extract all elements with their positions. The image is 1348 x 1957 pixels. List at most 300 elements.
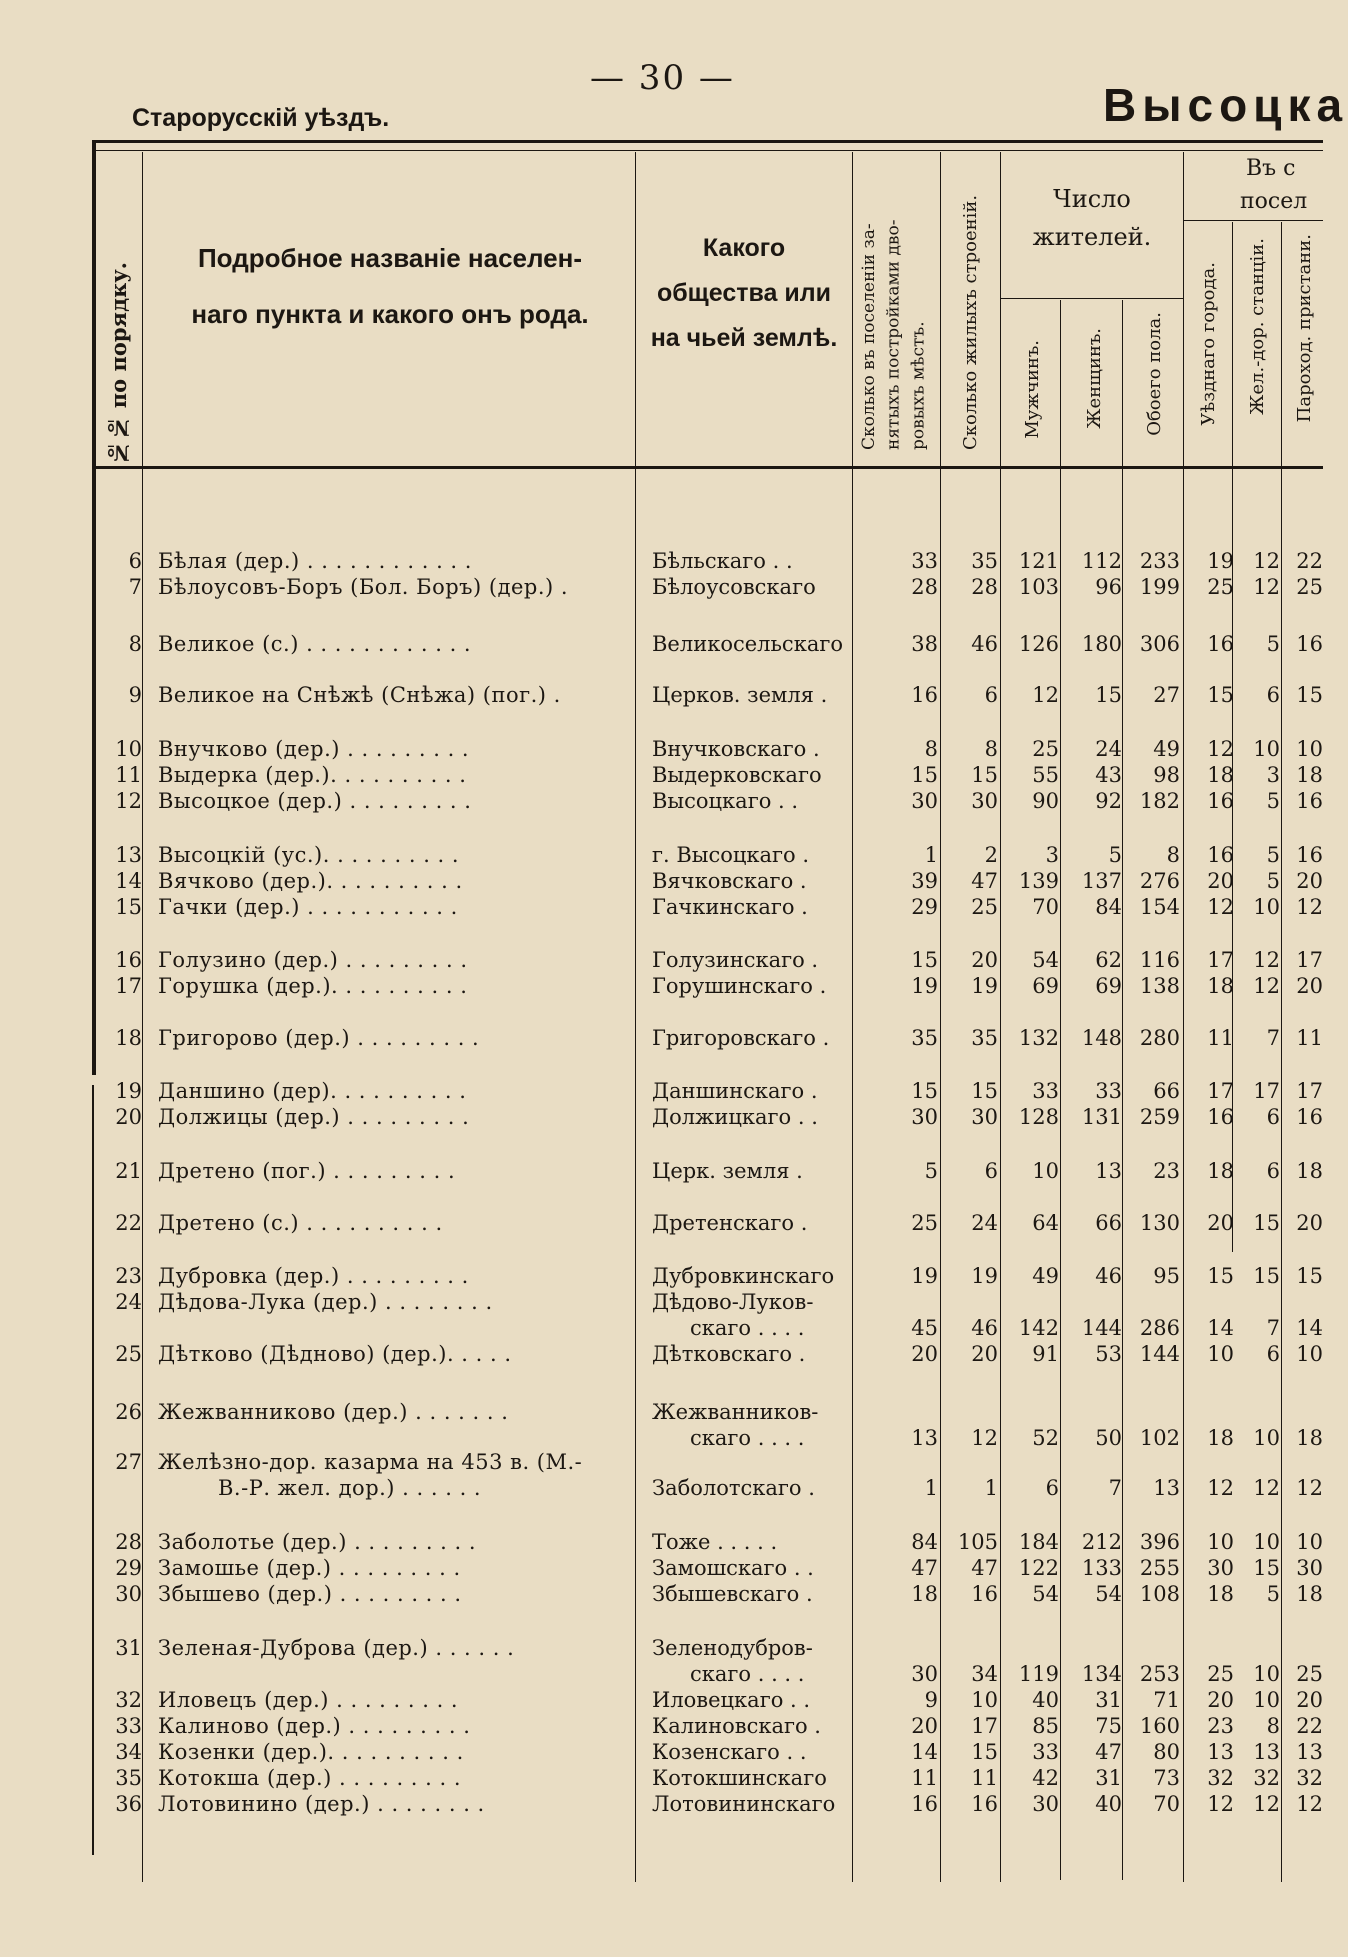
men-value: 132 [1018, 1026, 1059, 1050]
table-row [0, 1105, 1323, 1131]
row-number: 22 [115, 1211, 142, 1235]
settlement-name: Высоцкій (ус.). . . . . . . . . . [158, 843, 460, 867]
plots-value: 15 [911, 948, 938, 972]
table-row [0, 948, 1323, 974]
society-name: Калиновскаго . [652, 1714, 821, 1738]
col-divider [635, 152, 636, 1882]
header-both: Обоего пола. [1144, 312, 1165, 436]
town-distance: 18 [1207, 1159, 1234, 1183]
pier-distance: 20 [1296, 974, 1323, 998]
both-value: 396 [1139, 1530, 1180, 1554]
women-value: 148 [1081, 1026, 1122, 1050]
men-value: 54 [1032, 948, 1059, 972]
row-number: 24 [115, 1290, 142, 1314]
table-row [0, 632, 1323, 658]
pier-distance: 17 [1296, 948, 1323, 972]
pier-distance: 11 [1296, 1026, 1323, 1050]
rail-distance: 6 [1266, 1342, 1280, 1366]
women-value: 66 [1095, 1211, 1122, 1235]
society-name: Великосельскаго [652, 632, 843, 656]
buildings-value: 15 [971, 1079, 998, 1103]
table-row [0, 1582, 1323, 1608]
pier-distance: 25 [1296, 1662, 1323, 1686]
settlement-name: Жежванниково (дер.) . . . . . . . [158, 1400, 509, 1424]
header-plots-line: Сколько въ поселеніи за- [859, 223, 879, 450]
header-in-group-line: посел [1240, 189, 1308, 214]
row-number: 28 [115, 1530, 142, 1554]
buildings-value: 12 [971, 1426, 998, 1450]
row-number: 18 [115, 1026, 142, 1050]
rail-distance: 10 [1253, 895, 1280, 919]
table-row [0, 549, 1323, 575]
both-value: 8 [1166, 843, 1180, 867]
both-value: 116 [1139, 948, 1180, 972]
pier-distance: 18 [1296, 763, 1323, 787]
women-value: 53 [1095, 1342, 1122, 1366]
table-row [0, 1714, 1323, 1740]
town-distance: 19 [1207, 549, 1234, 573]
pier-distance: 32 [1296, 1766, 1323, 1790]
pier-distance: 16 [1296, 632, 1323, 656]
rail-distance: 15 [1253, 1556, 1280, 1580]
plots-value: 39 [911, 869, 938, 893]
header-name-line: Подробное названіе населен- [197, 243, 583, 273]
both-value: 199 [1139, 575, 1180, 599]
town-distance: 12 [1207, 737, 1234, 761]
both-value: 138 [1139, 974, 1180, 998]
women-value: 40 [1095, 1792, 1122, 1816]
rail-distance: 15 [1253, 1211, 1280, 1235]
header-society-line: общества или [656, 279, 832, 307]
settlement-name: Великое на Снѣжѣ (Снѣжа) (пог.) . [158, 683, 561, 707]
row-number: 16 [115, 948, 142, 972]
town-distance: 32 [1207, 1766, 1234, 1790]
pier-distance: 20 [1296, 1688, 1323, 1712]
buildings-value: 24 [971, 1211, 998, 1235]
row-number: 36 [115, 1792, 142, 1816]
society-name: Должицкаго . . [652, 1105, 818, 1129]
plots-value: 15 [911, 763, 938, 787]
header-name [150, 240, 630, 333]
both-value: 130 [1139, 1211, 1180, 1235]
pier-distance: 22 [1296, 549, 1323, 573]
district-title: Старорусскій уѣздъ. [132, 104, 390, 132]
pier-distance: 15 [1296, 1264, 1323, 1288]
both-value: 70 [1153, 1792, 1180, 1816]
women-value: 131 [1081, 1105, 1122, 1129]
society-name: Церков. земля . [652, 683, 828, 707]
town-distance: 16 [1207, 1105, 1234, 1129]
settlement-name: Высоцкое (дер.) . . . . . . . . . [158, 789, 472, 813]
settlement-name: Выдерка (дер.). . . . . . . . . . [158, 763, 467, 787]
plots-value: 45 [911, 1316, 938, 1340]
rail-distance: 6 [1266, 683, 1280, 707]
plots-value: 19 [911, 974, 938, 998]
pier-distance: 12 [1296, 1476, 1323, 1500]
men-value: 12 [1032, 683, 1059, 707]
town-distance: 17 [1207, 948, 1234, 972]
plots-value: 33 [911, 549, 938, 573]
header-women: Женщинъ. [1084, 328, 1105, 429]
town-distance: 25 [1207, 575, 1234, 599]
rail-distance: 10 [1253, 1688, 1280, 1712]
men-value: 126 [1018, 632, 1059, 656]
town-distance: 25 [1207, 1662, 1234, 1686]
society-name: Лотовининскаго [652, 1792, 836, 1816]
col-divider [852, 152, 853, 1882]
society-name: Дубровкинскаго [652, 1264, 835, 1288]
rail-distance: 3 [1266, 763, 1280, 787]
society-name: Дретенскаго . [652, 1211, 808, 1235]
rail-distance: 12 [1253, 948, 1280, 972]
table-row [0, 869, 1323, 895]
men-value: 64 [1032, 1211, 1059, 1235]
left-border [92, 140, 96, 1075]
town-distance: 12 [1207, 1476, 1234, 1500]
col-divider [1281, 222, 1282, 1882]
buildings-value: 15 [971, 1740, 998, 1764]
row-number: 20 [115, 1105, 142, 1129]
table-row [0, 789, 1323, 815]
rail-distance: 17 [1253, 1079, 1280, 1103]
header-in-group-line: Въ с [1246, 156, 1296, 181]
row-number: 8 [128, 632, 142, 656]
town-distance: 13 [1207, 1740, 1234, 1764]
plots-value: 35 [911, 1026, 938, 1050]
header-men: Мужчинъ. [1022, 340, 1043, 439]
pier-distance: 18 [1296, 1426, 1323, 1450]
header-society-line: Какого [702, 234, 786, 262]
women-value: 212 [1081, 1530, 1122, 1554]
row-number: 6 [128, 549, 142, 573]
pier-distance: 15 [1296, 683, 1323, 707]
row-number: 9 [128, 683, 142, 707]
pier-distance: 10 [1296, 1342, 1323, 1366]
row-number: 12 [115, 789, 142, 813]
plots-value: 20 [911, 1342, 938, 1366]
both-value: 102 [1139, 1426, 1180, 1450]
header-in-group [1240, 152, 1330, 218]
men-value: 6 [1045, 1476, 1059, 1500]
row-number: 34 [115, 1740, 142, 1764]
society-name: Церк. земля . [652, 1159, 803, 1183]
men-value: 49 [1032, 1264, 1059, 1288]
header-bottom-rule [92, 466, 1323, 469]
women-value: 15 [1095, 683, 1122, 707]
both-value: 23 [1153, 1159, 1180, 1183]
settlement-name: Даншино (дер). . . . . . . . . . [158, 1079, 467, 1103]
region-title: Высоцка [1103, 79, 1348, 131]
col-divider [142, 152, 143, 1882]
men-value: 52 [1032, 1426, 1059, 1450]
header-number: №№ по порядку. [106, 262, 131, 466]
plots-value: 38 [911, 632, 938, 656]
town-distance: 18 [1207, 1582, 1234, 1606]
men-value: 30 [1032, 1792, 1059, 1816]
rail-distance: 5 [1266, 632, 1280, 656]
settlement-name: Желѣзно-дор. казарма на 453 в. (М.- [158, 1450, 583, 1474]
table-row [0, 1530, 1323, 1556]
women-value: 69 [1095, 974, 1122, 998]
both-value: 255 [1139, 1556, 1180, 1580]
town-distance: 17 [1207, 1079, 1234, 1103]
society-name: Жежванников- [652, 1400, 819, 1424]
settlement-name: Калиново (дер.) . . . . . . . . . [158, 1714, 471, 1738]
row-number: 7 [128, 575, 142, 599]
women-value: 144 [1081, 1316, 1122, 1340]
buildings-value: 46 [971, 1316, 998, 1340]
both-value: 144 [1139, 1342, 1180, 1366]
buildings-value: 6 [984, 683, 998, 707]
row-number: 30 [115, 1582, 142, 1606]
buildings-value: 10 [971, 1688, 998, 1712]
women-value: 96 [1095, 575, 1122, 599]
table-row [0, 683, 1323, 709]
town-distance: 16 [1207, 632, 1234, 656]
plots-value: 47 [911, 1556, 938, 1580]
plots-value: 13 [911, 1426, 938, 1450]
women-value: 62 [1095, 948, 1122, 972]
table-row [0, 1264, 1323, 1290]
rail-distance: 7 [1266, 1026, 1280, 1050]
settlement-name: Бѣлая (дер.) . . . . . . . . . . . . [158, 549, 472, 573]
table-top-rule-thin [92, 150, 1323, 151]
plots-value: 5 [924, 1159, 938, 1183]
society-name: Дѣтковскаго . [652, 1342, 806, 1366]
buildings-value: 8 [984, 737, 998, 761]
town-distance: 10 [1207, 1342, 1234, 1366]
settlement-name: Заболотье (дер.) . . . . . . . . . [158, 1530, 477, 1554]
col-divider [1000, 152, 1001, 1882]
society-name: Дѣдово-Луков- [652, 1290, 814, 1314]
plots-value: 84 [911, 1530, 938, 1554]
settlement-name: Зеленая-Дуброва (дер.) . . . . . . [158, 1636, 515, 1660]
buildings-value: 2 [984, 843, 998, 867]
buildings-value: 34 [971, 1662, 998, 1686]
both-value: 233 [1139, 549, 1180, 573]
men-value: 10 [1032, 1159, 1059, 1183]
buildings-value: 19 [971, 1264, 998, 1288]
header-pier: Пароход. пристани. [1294, 234, 1315, 423]
header-buildings: Сколько жилыхъ строеній. [960, 194, 981, 450]
town-distance: 18 [1207, 1426, 1234, 1450]
plots-value: 16 [911, 683, 938, 707]
plots-value: 16 [911, 1792, 938, 1816]
both-value: 13 [1153, 1476, 1180, 1500]
society-name: Горушинскаго . [652, 974, 827, 998]
men-value: 121 [1018, 549, 1059, 573]
header-plots-line: ровыхъ мѣстъ. [908, 321, 929, 450]
society-name: Внучковскаго . [652, 737, 820, 761]
women-value: 31 [1095, 1688, 1122, 1712]
society-name: Григоровскаго . [652, 1026, 830, 1050]
buildings-value: 47 [971, 1556, 998, 1580]
both-value: 71 [1153, 1688, 1180, 1712]
both-value: 98 [1153, 763, 1180, 787]
buildings-value: 15 [971, 763, 998, 787]
pier-distance: 12 [1296, 895, 1323, 919]
buildings-value: 25 [971, 895, 998, 919]
pier-distance: 25 [1296, 575, 1323, 599]
plots-value: 14 [911, 1740, 938, 1764]
settlement-name: Дѣтково (Дѣдново) (дер.). . . . . [158, 1342, 512, 1366]
women-value: 46 [1095, 1264, 1122, 1288]
both-value: 160 [1139, 1714, 1180, 1738]
men-value: 90 [1032, 789, 1059, 813]
men-value: 70 [1032, 895, 1059, 919]
men-value: 139 [1018, 869, 1059, 893]
women-value: 75 [1095, 1714, 1122, 1738]
header-name-line: наго пункта и какого онъ рода. [191, 299, 589, 330]
men-value: 55 [1032, 763, 1059, 787]
residents-subrule [1000, 298, 1183, 299]
rail-distance: 13 [1253, 1740, 1280, 1764]
men-value: 3 [1045, 843, 1059, 867]
town-distance: 16 [1207, 843, 1234, 867]
settlement-name: Внучково (дер.) . . . . . . . . . [158, 737, 470, 761]
women-value: 13 [1095, 1159, 1122, 1183]
row-number: 11 [115, 763, 142, 787]
settlement-name: Дубровка (дер.) . . . . . . . . . [158, 1264, 469, 1288]
header-society-line: на чьей землѣ. [650, 324, 838, 352]
women-value: 31 [1095, 1766, 1122, 1790]
plots-value: 19 [911, 1264, 938, 1288]
rail-distance: 10 [1253, 737, 1280, 761]
settlement-name: Горушка (дер.). . . . . . . . . . [158, 974, 468, 998]
town-distance: 16 [1207, 789, 1234, 813]
pier-distance: 10 [1296, 737, 1323, 761]
pier-distance: 30 [1296, 1556, 1323, 1580]
town-distance: 20 [1207, 1211, 1234, 1235]
header-society [638, 226, 850, 361]
in-group-subrule [1183, 220, 1323, 221]
both-value: 276 [1139, 869, 1180, 893]
settlement-name-cont: В.-Р. жел. дор.) . . . . . . [218, 1476, 482, 1500]
table-row [0, 575, 1323, 601]
table-row [0, 1079, 1323, 1105]
settlement-name: Дѣдова-Лука (дер.) . . . . . . . . [158, 1290, 493, 1314]
men-value: 33 [1032, 1079, 1059, 1103]
header-plots-line: нятыхъ постройками дво- [883, 219, 904, 450]
rail-distance: 8 [1266, 1714, 1280, 1738]
buildings-value: 30 [971, 789, 998, 813]
row-number: 17 [115, 974, 142, 998]
buildings-value: 47 [971, 869, 998, 893]
town-distance: 15 [1207, 1264, 1234, 1288]
rail-distance: 5 [1266, 843, 1280, 867]
town-distance: 20 [1207, 1688, 1234, 1712]
buildings-value: 11 [971, 1766, 998, 1790]
table-row [0, 1026, 1323, 1052]
col-divider [940, 152, 941, 1882]
header-town: Уѣзднаго города. [1198, 262, 1219, 426]
rail-distance: 5 [1266, 789, 1280, 813]
table-row [0, 763, 1323, 789]
page-number: — 30 — [590, 58, 735, 98]
rail-distance: 5 [1266, 869, 1280, 893]
table-row [0, 1159, 1323, 1185]
buildings-value: 28 [971, 575, 998, 599]
row-number: 13 [115, 843, 142, 867]
society-name: Замошскаго . . [652, 1556, 814, 1580]
society-name: г. Высоцкаго . [652, 843, 810, 867]
row-number: 19 [115, 1079, 142, 1103]
table-row [0, 1400, 1323, 1452]
buildings-value: 16 [971, 1582, 998, 1606]
both-value: 182 [1139, 789, 1180, 813]
women-value: 24 [1095, 737, 1122, 761]
pier-distance: 20 [1296, 869, 1323, 893]
men-value: 128 [1018, 1105, 1059, 1129]
society-name: Высоцкаго . . [652, 789, 799, 813]
pier-distance: 16 [1296, 843, 1323, 867]
women-value: 112 [1081, 549, 1122, 573]
pier-distance: 14 [1296, 1316, 1323, 1340]
society-name: Гачкинскаго . [652, 895, 808, 919]
settlement-name: Бѣлоусовъ-Боръ (Бол. Боръ) (дер.) . [158, 575, 569, 599]
buildings-value: 17 [971, 1714, 998, 1738]
both-value: 27 [1153, 683, 1180, 707]
both-value: 280 [1139, 1026, 1180, 1050]
pier-distance: 18 [1296, 1582, 1323, 1606]
men-value: 25 [1032, 737, 1059, 761]
town-distance: 18 [1207, 974, 1234, 998]
row-number: 27 [115, 1450, 142, 1474]
table-row [0, 974, 1323, 1000]
both-value: 259 [1139, 1105, 1180, 1129]
buildings-value: 6 [984, 1159, 998, 1183]
settlement-name: Козенки (дер.). . . . . . . . . . [158, 1740, 464, 1764]
header-plots [857, 150, 931, 450]
both-value: 95 [1153, 1264, 1180, 1288]
both-value: 49 [1153, 737, 1180, 761]
both-value: 80 [1153, 1740, 1180, 1764]
both-value: 154 [1139, 895, 1180, 919]
men-value: 122 [1018, 1556, 1059, 1580]
rail-distance: 10 [1253, 1426, 1280, 1450]
settlement-name: Вячково (дер.). . . . . . . . . . [158, 869, 463, 893]
buildings-value: 19 [971, 974, 998, 998]
women-value: 43 [1095, 763, 1122, 787]
pier-distance: 16 [1296, 1105, 1323, 1129]
society-name: Збышевскаго . [652, 1582, 813, 1606]
pier-distance: 22 [1296, 1714, 1323, 1738]
men-value: 33 [1032, 1740, 1059, 1764]
society-name: Даншинскаго . [652, 1079, 818, 1103]
both-value: 73 [1153, 1766, 1180, 1790]
buildings-value: 1 [984, 1476, 998, 1500]
rail-distance: 12 [1253, 974, 1280, 998]
table-top-rule [92, 140, 1323, 143]
table-row [0, 1290, 1323, 1342]
settlement-name: Голузино (дер.) . . . . . . . . . [158, 948, 468, 972]
society-name-cont: скаго . . . . [690, 1426, 805, 1450]
society-name: Иловецкаго . . [652, 1688, 811, 1712]
rail-distance: 32 [1253, 1766, 1280, 1790]
society-name-cont: скаго . . . . [690, 1316, 805, 1340]
society-name-cont: скаго . . . . [690, 1662, 805, 1686]
table-row [0, 1450, 1323, 1502]
row-number: 35 [115, 1766, 142, 1790]
society-name: Бѣлоусовскаго [652, 575, 816, 599]
row-number: 31 [115, 1636, 142, 1660]
table-row [0, 1556, 1323, 1582]
buildings-value: 46 [971, 632, 998, 656]
rail-distance: 7 [1266, 1316, 1280, 1340]
rail-distance: 15 [1253, 1264, 1280, 1288]
women-value: 50 [1095, 1426, 1122, 1450]
settlement-name: Замошье (дер.) . . . . . . . . . [158, 1556, 461, 1580]
